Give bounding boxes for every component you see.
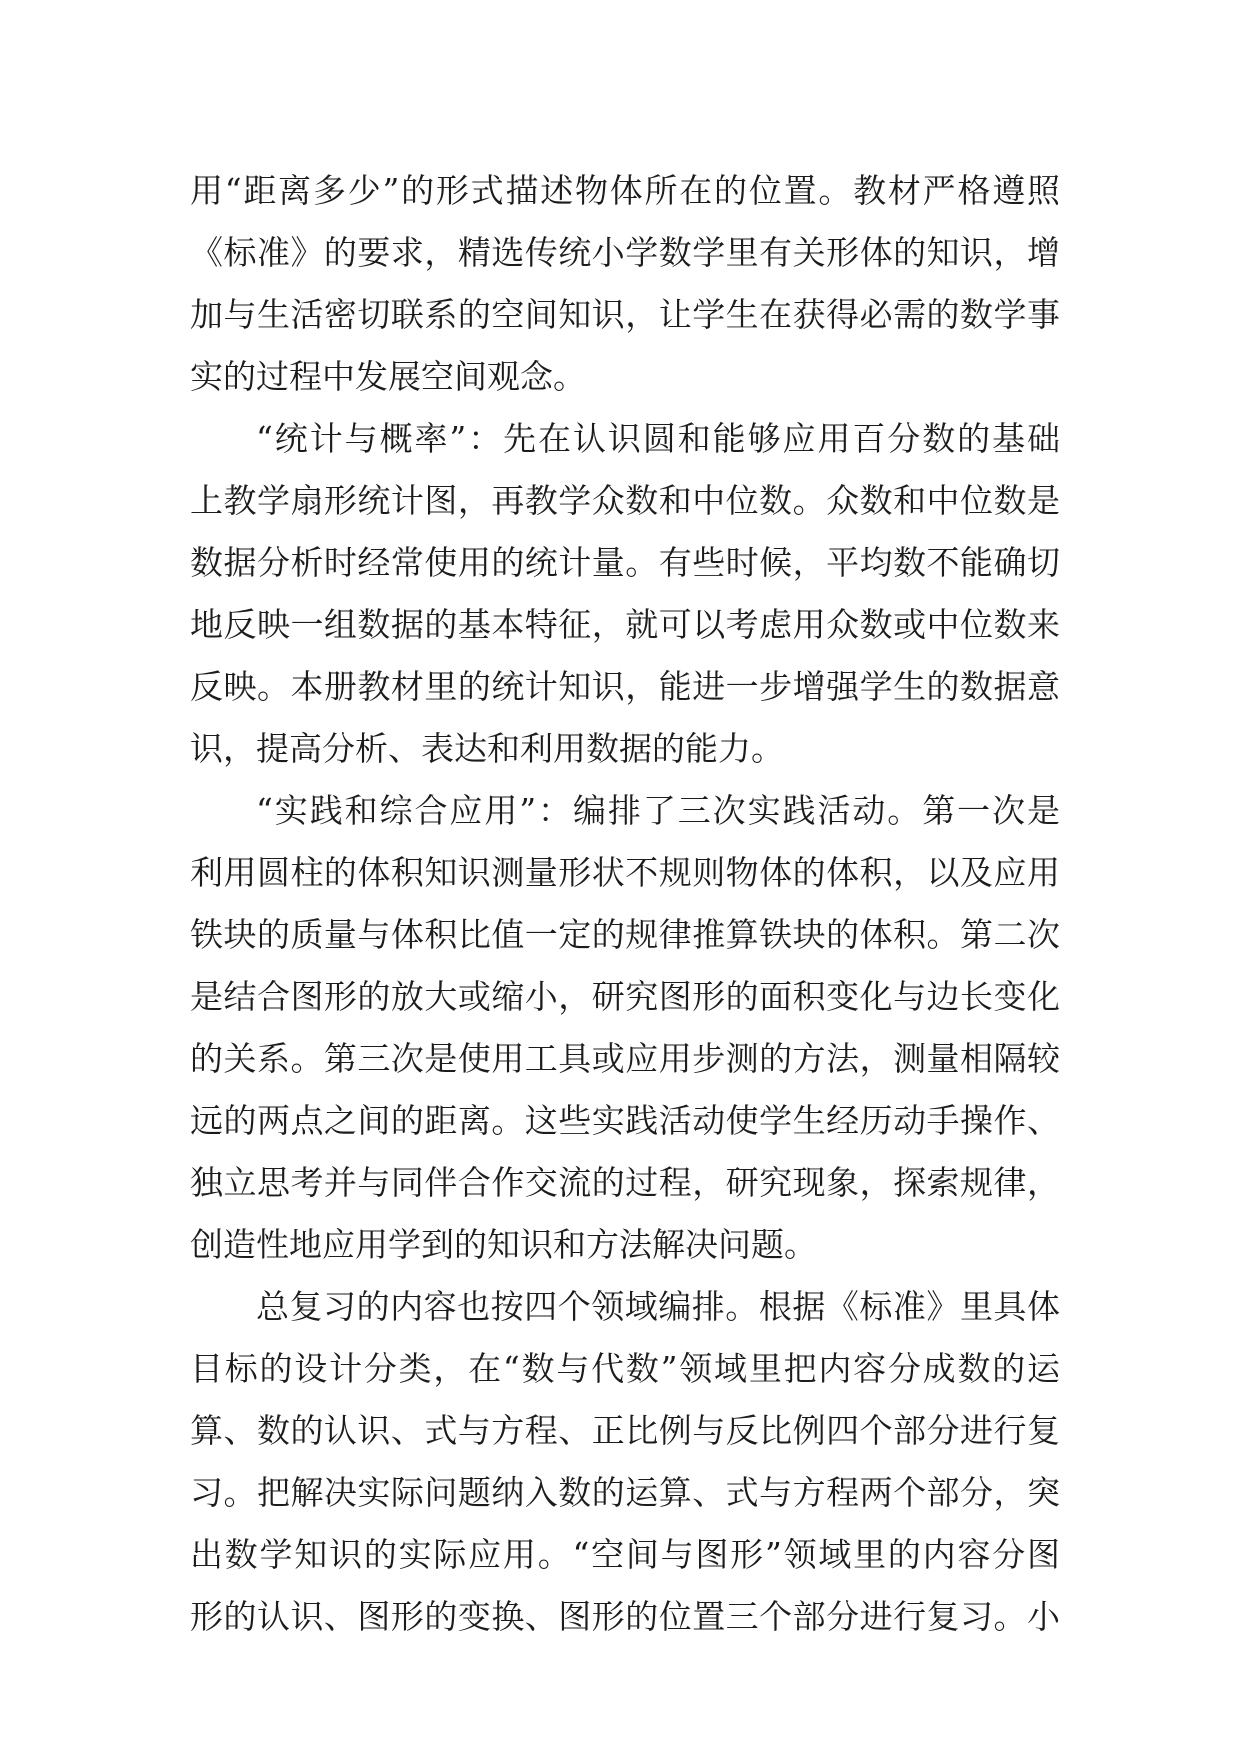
text-line: 铁块的质量与体积比值一定的规律推算铁块的体积。第二次 bbox=[190, 915, 1060, 954]
text-line: 数据分析时经常使用的统计量。有些时候，平均数不能确切 bbox=[190, 543, 1060, 582]
text-line: 《标准》的要求，精选传统小学数学里有关形体的知识，增 bbox=[190, 233, 1060, 272]
text-line: 创造性地应用学到的知识和方法解决问题。 bbox=[190, 1225, 817, 1264]
text-line: 是结合图形的放大或缩小，研究图形的面积变化与边长变化 bbox=[190, 977, 1060, 1016]
text-line: 形的认识、图形的变换、图形的位置三个部分进行复习。小 bbox=[190, 1597, 1060, 1636]
text-line: 的关系。第三次是使用工具或应用步测的方法，测量相隔较 bbox=[190, 1039, 1060, 1078]
text-line: 利用圆柱的体积知识测量形状不规则物体的体积，以及应用 bbox=[190, 853, 1060, 892]
text-line: 习。把解决实际问题纳入数的运算、式与方程两个部分，突 bbox=[190, 1473, 1060, 1512]
text-line: 加与生活密切联系的空间知识，让学生在获得必需的数学事 bbox=[190, 295, 1060, 334]
text-line: 出数学知识的实际应用。“空间与图形”领域里的内容分图 bbox=[190, 1535, 1060, 1574]
text-line: 上教学扇形统计图，再教学众数和中位数。众数和中位数是 bbox=[190, 481, 1060, 520]
text-line: “实践和综合应用”：编排了三次实践活动。第一次是 bbox=[256, 791, 1060, 830]
body-text bbox=[190, 160, 1060, 1648]
text-line: 反映。本册教材里的统计知识，能进一步增强学生的数据意 bbox=[190, 667, 1060, 706]
text-line: 地反映一组数据的基本特征，就可以考虑用众数或中位数来 bbox=[190, 605, 1060, 644]
text-line: “统计与概率”：先在认识圆和能够应用百分数的基础 bbox=[256, 419, 1060, 458]
text-line: 总复习的内容也按四个领域编排。根据《标准》里具体 bbox=[256, 1287, 1060, 1326]
text-line: 目标的设计分类，在“数与代数”领域里把内容分成数的运 bbox=[190, 1349, 1060, 1388]
text-line: 独立思考并与同伴合作交流的过程，研究现象，探索规律， bbox=[190, 1163, 1060, 1202]
text-line: 算、数的认识、式与方程、正比例与反比例四个部分进行复 bbox=[190, 1411, 1060, 1450]
text-line: 识，提高分析、表达和利用数据的能力。 bbox=[190, 729, 784, 768]
text-line: 实的过程中发展空间观念。 bbox=[190, 357, 586, 396]
text-line: 用“距离多少”的形式描述物体所在的位置。教材严格遵照 bbox=[190, 171, 1060, 210]
text-line: 远的两点之间的距离。这些实践活动使学生经历动手操作、 bbox=[190, 1101, 1060, 1140]
